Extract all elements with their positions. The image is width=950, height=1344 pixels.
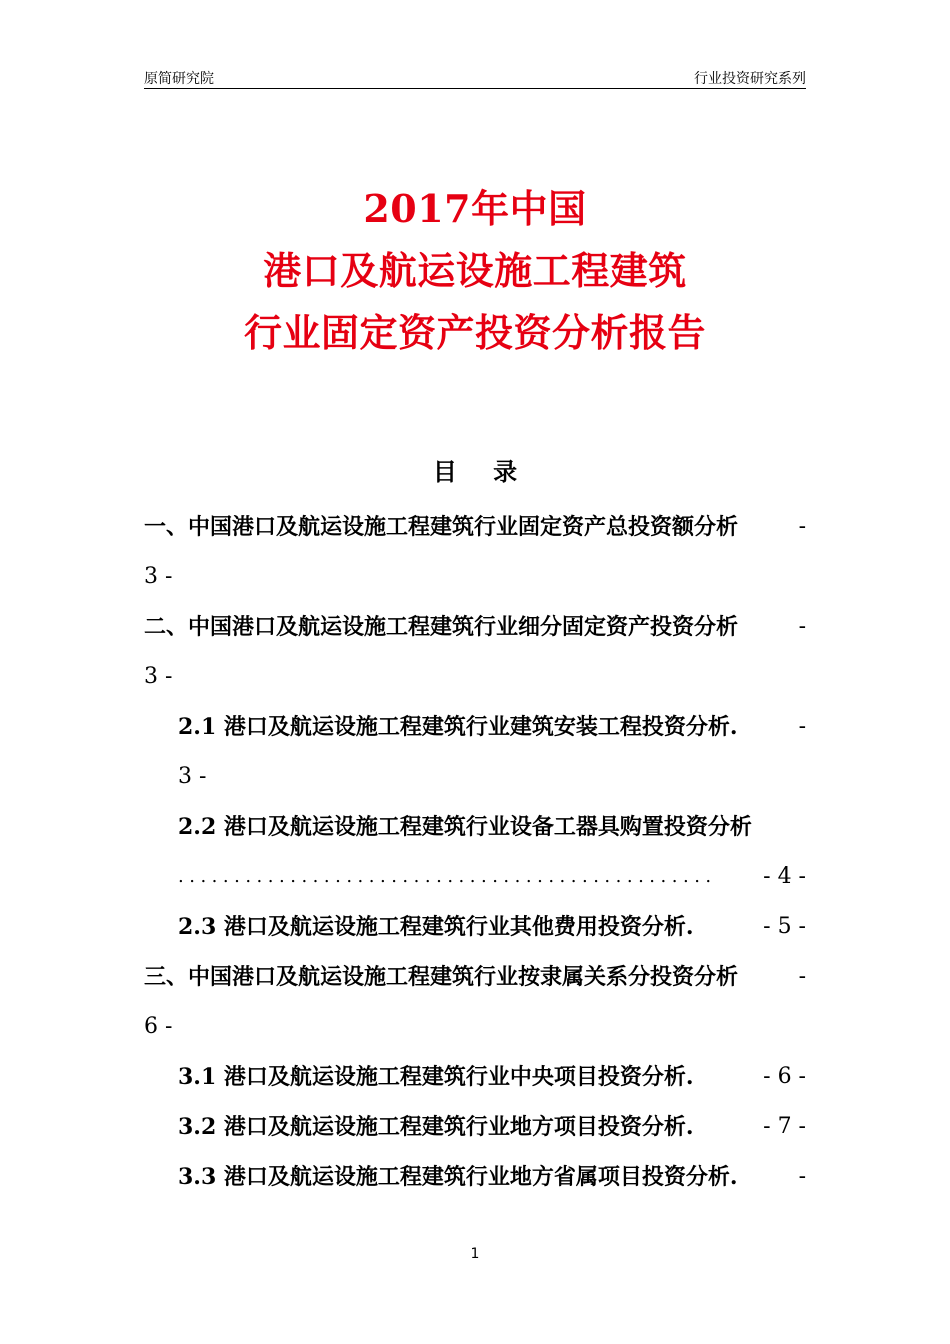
toc-subentry[interactable] <box>144 702 806 752</box>
title-line-2: 港口及航运设施工程建筑 <box>263 248 687 293</box>
toc-subentry[interactable] <box>144 1052 806 1102</box>
toc-page-text: 3 - <box>178 764 207 789</box>
toc-entry[interactable] <box>144 602 806 652</box>
toc-entry-text: 三、中国港口及航运设施工程建筑行业按隶属关系分投资分析 <box>144 964 739 990</box>
report-title <box>0 178 950 364</box>
toc-entry-page[interactable] <box>144 752 806 802</box>
toc-page-number: - 5 - <box>763 914 806 939</box>
toc-page-number: - 6 - <box>763 1064 806 1089</box>
toc-entry[interactable] <box>144 502 806 552</box>
toc-page-number: - 4 - <box>763 864 806 889</box>
toc-page-number: - 7 - <box>763 1114 806 1139</box>
toc-entry-text: 2.1 港口及航运设施工程建筑行业建筑安装工程投资分析. <box>178 714 738 740</box>
toc-entry-tail: - <box>798 1164 806 1189</box>
toc-entry[interactable] <box>144 952 806 1002</box>
toc-entry-text: 2.3 港口及航运设施工程建筑行业其他费用投资分析. <box>178 914 694 940</box>
header-org: 原简研究院 <box>144 71 214 87</box>
toc-page-text: 3 - <box>144 564 173 589</box>
toc-entry-tail: - <box>798 964 806 989</box>
toc-entry-text: 3.1 港口及航运设施工程建筑行业中央项目投资分析. <box>178 1064 694 1090</box>
toc-entry-text: 3.2 港口及航运设施工程建筑行业地方项目投资分析. <box>178 1114 694 1140</box>
toc-entry-tail: - <box>798 714 806 739</box>
toc-leader-dots: ................................................ <box>178 866 717 887</box>
toc-subentry[interactable] <box>144 902 806 952</box>
toc-subentry[interactable] <box>144 1152 806 1202</box>
toc-subentry[interactable] <box>144 1102 806 1152</box>
toc-entry-text: 二、中国港口及航运设施工程建筑行业细分固定资产投资分析 <box>144 614 739 640</box>
toc-page-text: 3 - <box>144 664 173 689</box>
toc-entry-text: 2.2 港口及航运设施工程建筑行业设备工器具购置投资分析 <box>178 814 752 840</box>
toc-entry-page[interactable] <box>144 552 806 602</box>
toc-entry-text: 3.3 港口及航运设施工程建筑行业地方省属项目投资分析. <box>178 1164 738 1190</box>
toc-entry-text: 一、中国港口及航运设施工程建筑行业固定资产总投资额分析 <box>144 514 739 540</box>
toc-leader-row[interactable] <box>144 852 806 902</box>
toc-entry-tail: - <box>798 514 806 539</box>
toc-entry-page[interactable] <box>144 1002 806 1052</box>
title-line-1: 2017年中国 <box>363 186 587 231</box>
page-header <box>144 66 806 89</box>
table-of-contents <box>144 502 806 1202</box>
toc-entry-page[interactable] <box>144 652 806 702</box>
toc-heading: 目 录 <box>432 457 532 486</box>
toc-page-text: 6 - <box>144 1014 173 1039</box>
toc-subentry[interactable] <box>144 802 806 852</box>
page-number: 1 <box>470 1246 480 1262</box>
toc-entry-tail: - <box>798 614 806 639</box>
title-line-3: 行业固定资产投资分析报告 <box>243 310 706 355</box>
header-series: 行业投资研究系列 <box>694 71 806 87</box>
